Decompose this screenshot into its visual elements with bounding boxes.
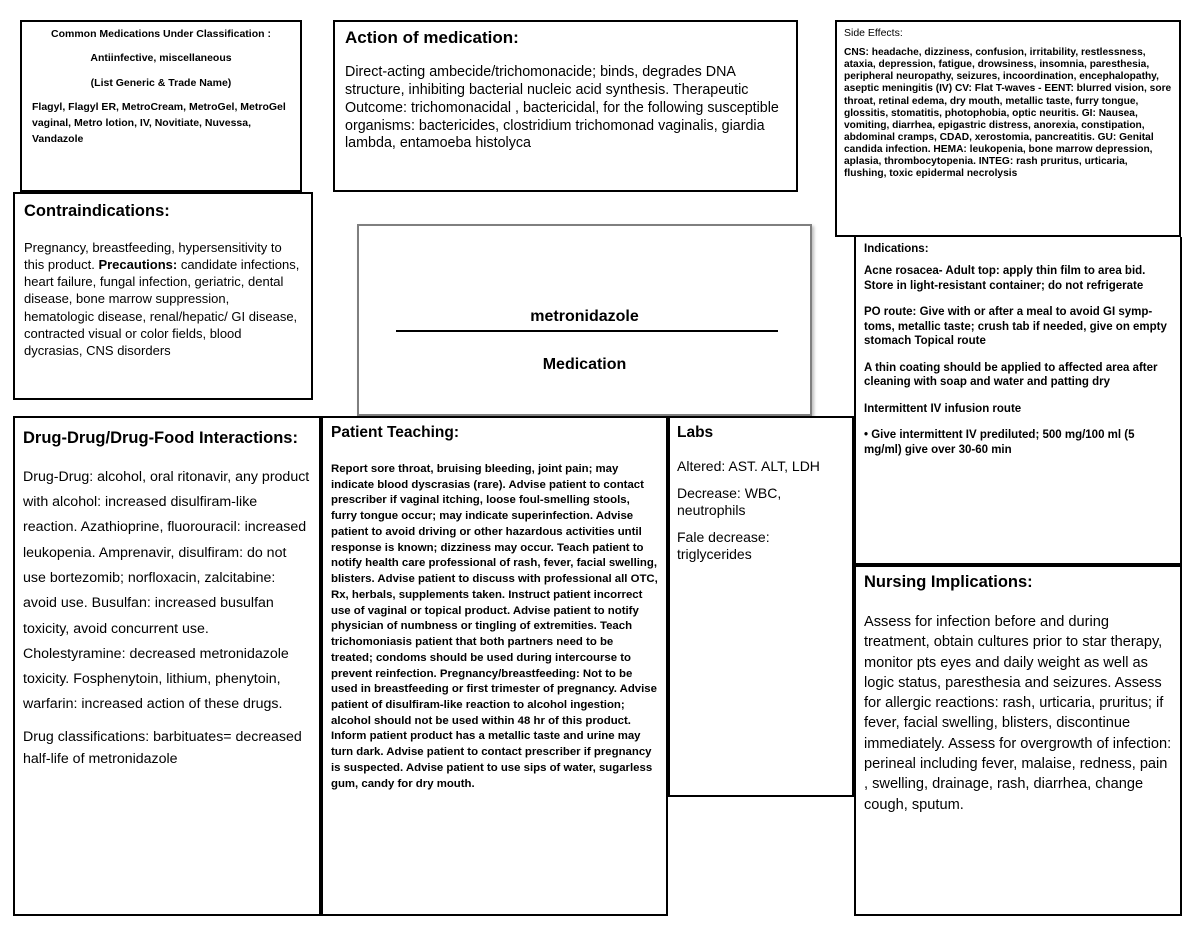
contraindications-box (13, 192, 313, 400)
drug-name: metronidazole (530, 308, 639, 325)
generic-trade-label: (List Generic & Trade Name) (90, 76, 232, 89)
indication-item: • Give intermittent IV prediluted; 500 mg/100 ml (5 mg/ml) give over 30-60 min (864, 429, 1135, 456)
trade-names-text: Flagyl, Flagyl ER, MetroCream, MetroGel, MetroGel vaginal, Metro lotion, IV, Novitiate, Nuvessa, Vandazole (32, 100, 286, 146)
precautions-label: Precautions: (98, 257, 178, 273)
drug-classifications-text: Drug classifications: barbituates= decreased half-life of metronidazole (23, 728, 302, 768)
interactions-title: Drug-Drug/Drug-Food Interactions: (23, 429, 298, 447)
nursing-implications-box (854, 565, 1182, 916)
drug-subtitle: Medication (542, 356, 627, 373)
action-text: Direct-acting ambecide/trichomonacide; binds, degrades DNA structure, inhibiting bacterial nucleic acid synthesis. Therapeutic Outcome: trichomonacidal , bactericidal, for the following susceptible organisms: bactericides, clostridium trichomonad vaginalis, giardia lambda, entamoeba histolyca (345, 64, 779, 152)
labs-title: Labs (677, 424, 714, 441)
patient-teaching-text: Report sore throat, bruising bleeding, joint pain; may indicate blood dyscrasias (rare). Advise patient to contact prescriber if vaginal itching, loose foul-smelling stools, furry tongue occur; may indicate superinfection. Advise patient to avoid driving or other hazardous activities until response is known; dizziness may occur. Teach patient to notify health care professional of rash, fever, facial swelling, blisters. Advise patient to discuss with professional all OTC, Rx, herbals, supplements taken. Instruct patient incorrect use of vaginal or topical product. Advise patient to notify physician of numbness or tingling of extremities. Teach trichomoniasis patient that both partners need to be treated; condoms should be used during intercourse to prevent reinfection. Pregnancy/breastfeeding: Not to be used in breastfeeding or first trimester of pregnancy. Advise patient of disulfiram-like reaction to alcohol ingestion; alcohol should not be used within 48 hr of this product. Inform patient product has a metallic taste and urine may turn dark. Advise patient to contact prescriber if pregnancy is suspected. Advise patient to use sips of water, sugarless gum, candy for dry mouth. (331, 463, 658, 790)
precautions-text: candidate infections, heart failure, fungal infection, geriatric, dental disease, bone marrow suppression, hematologic disease, renal/hepatic/ GI disease, contracted visual or color fields, blood dycrasias, CNS disorders (24, 257, 300, 358)
indication-item: A thin coating should be applied to affected area after cleaning with soap and water and patting dry (864, 361, 1158, 389)
lab-item: Decrease: WBC, neutrophils (677, 484, 782, 518)
contraindications-title: Contraindications: (24, 202, 170, 220)
indications-box (854, 237, 1182, 565)
indications-title: Indications: (864, 243, 929, 255)
patient-teaching-title: Patient Teaching: (331, 424, 460, 441)
classification-text: Antiinfective, miscellaneous (90, 52, 232, 65)
action-of-medication-box (333, 20, 798, 192)
contraindications-text: Pregnancy, breastfeeding, hypersensitivity to this product. (24, 240, 282, 273)
indication-item: Intermittent IV infusion route (864, 402, 1022, 415)
divider (396, 330, 778, 332)
side-effects-box (835, 20, 1181, 237)
common-medications-title: Common Medications Under Classification : (51, 28, 271, 40)
labs-box (668, 416, 854, 797)
interactions-text: Drug-Drug: alcohol, oral ritonavir, any product with alcohol: increased disulfiram-like reaction. Azathioprine, fluorouracil: increased leukopenia. Amprenavir, disulfiram: do not use bortezomib; norfloxacin, zalcitabine: avoid use. Busulfan: increased busulfan toxicity, avoid concurrent use. Cholestyramine: decreased metronidazole toxicity. Fosphenytoin, lithium, phenytoin, warfarin: increased action of these drugs. (23, 468, 310, 713)
interactions-box (13, 416, 321, 916)
drug-name-box (357, 224, 812, 416)
patient-teaching-box (321, 416, 668, 916)
side-effects-title: Side Effects: (844, 27, 903, 39)
lab-item: Altered: AST. ALT, LDH (677, 458, 820, 474)
common-medications-box (20, 20, 302, 192)
action-title: Action of medication: (345, 28, 519, 47)
indication-item: PO route: Give with or after a meal to avoid GI symp-toms, metallic taste; crush tab if needed, give on empty stomach Topical route (864, 306, 1167, 348)
indication-item: Acne rosacea- Adult top: apply thin film to area bid. Store in light-resistant container; do not refrigerate (864, 265, 1146, 292)
side-effects-text: CNS: headache, dizziness, confusion, irritability, restlessness, ataxia, depression, fatigue, drowsiness, insomnia, paresthesia, peripheral neuropathy, seizures, incoordination, encephalopathy, aseptic meningitis (IV) CV: Flat T-waves - EENT: blurred vision, sore throat, retinal edema, dry mouth, metallic taste, furry tongue, glossitis, stomatitis, photophobia, optic neuritis. GI: Nausea, vomiting, diarrhea, epigastric distress, anorexia, constipation, abdominal cramps, CDAD, xerostomia, pancreatitis. GU: Genital candida infection. HEMA: leukopenia, bone marrow depression, aplasia, thrombocytopenia. INTEG: rash pruritus, urticaria, flushing, toxic epidermal necrolysis (844, 47, 1172, 179)
lab-item: Fale decrease: triglycerides (677, 528, 770, 562)
nursing-implications-text: Assess for infection before and during treatment, obtain cultures prior to star therapy, monitor pts eyes and daily weight as well as logic status, paresthesia and seizures. Assess for allergic reactions: rash, urticaria, pruritus; if fever, facial swelling, blisters, discontinue immediately. Assess for overgrowth of infection: perineal including fever, malaise, redness, pain , swelling, drainage, rash, diarrhea, change cough, sputum. (864, 614, 1172, 813)
nursing-implications-title: Nursing Implications: (864, 573, 1033, 591)
